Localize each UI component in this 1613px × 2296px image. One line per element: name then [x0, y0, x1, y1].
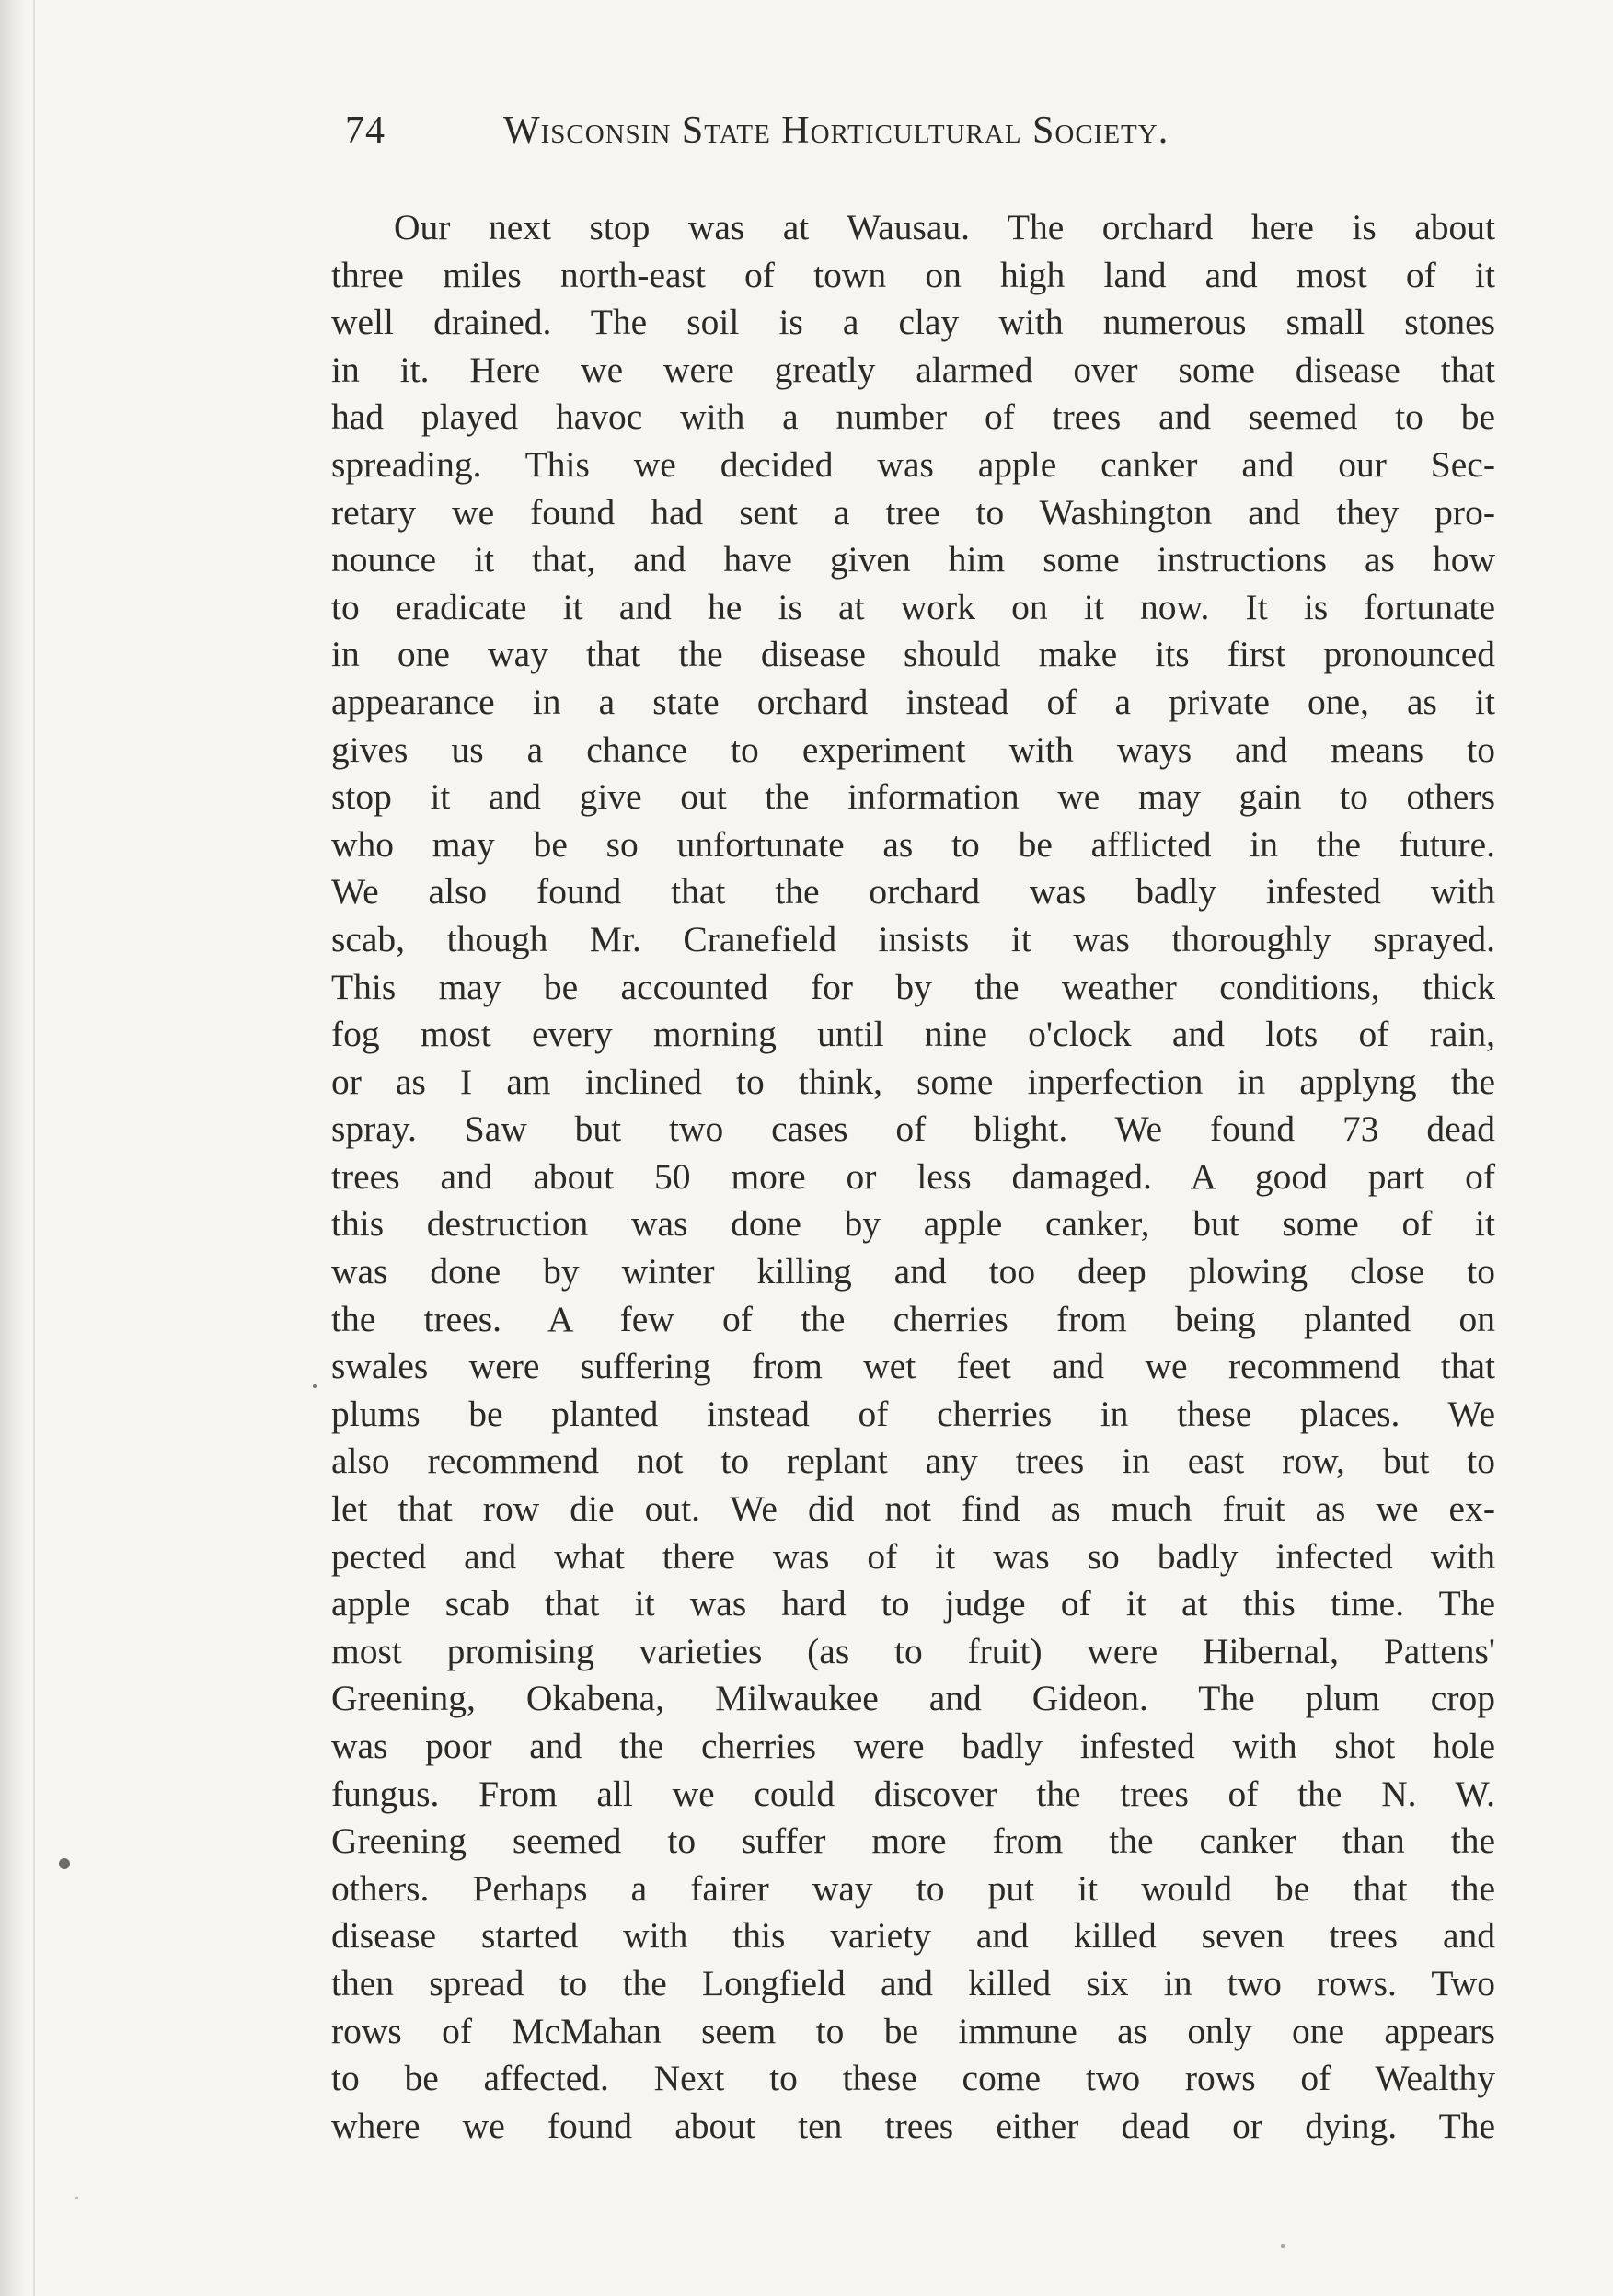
- body-text: [331, 204, 1495, 2150]
- text-line: stop it and give out the information we may gain to others: [331, 776, 1495, 818]
- text-line: in it. Here we were greatly alarmed over some disease that: [331, 349, 1495, 390]
- text-line: or as I am inclined to think, some inperfection in applyng the: [331, 1061, 1495, 1102]
- text-line: retary we found had sent a tree to Washington and they pro-: [331, 491, 1495, 533]
- text-line: Our next stop was at Wausau. The orchard here is about: [394, 207, 1495, 247]
- text-line: had played havoc with a number of trees and seemed to be: [331, 396, 1495, 438]
- text-line: most promising varieties (as to fruit) were Hibernal, Pattens': [331, 1630, 1495, 1671]
- text-line: was poor and the cherries were badly infested with shot hole: [331, 1726, 1495, 1766]
- running-head: [345, 109, 1357, 164]
- journal-title: Wisconsin State Horticultural Society.: [503, 109, 1169, 152]
- page-edge-line: [33, 0, 35, 2296]
- text-line: others. Perhaps a fairer way to put it would be that the: [331, 1867, 1495, 1909]
- text-line: the trees. A few of the cherries from being planted on: [331, 1298, 1495, 1339]
- text-line: pected and what there was of it was so badly infected with: [331, 1535, 1495, 1577]
- text-line: fungus. From all we could discover the trees of the N. W.: [331, 1773, 1495, 1814]
- text-line: apple scab that it was hard to judge of it at this time. The: [331, 1583, 1495, 1624]
- text-line: spreading. This we decided was apple canker and our Sec-: [331, 443, 1495, 485]
- text-line: This may be accounted for by the weather conditions, thick: [331, 966, 1495, 1007]
- text-line: three miles north-east of town on high land and most of it: [331, 254, 1495, 295]
- text-line: swales were suffering from wet feet and we recommend that: [331, 1346, 1495, 1387]
- text-line: let that row die out. We did not find as much fruit as we ex-: [331, 1488, 1495, 1530]
- text-line: to eradicate it and he is at work on it now. It is fortunate: [331, 586, 1495, 627]
- text-line: scab, though Mr. Cranefield insists it was thoroughly sprayed.: [331, 918, 1495, 959]
- text-line: Greening, Okabena, Milwaukee and Gideon. The plum crop: [331, 1678, 1495, 1719]
- text-line: in one way that the disease should make its first pronounced: [331, 634, 1495, 675]
- text-line: fog most every morning until nine o'clock and lots of rain,: [331, 1014, 1495, 1055]
- text-line: then spread to the Longfield and killed six in two rows. Two: [331, 1962, 1495, 2003]
- text-line: plums be planted instead of cherries in these places. We: [331, 1393, 1495, 1434]
- text-line: to be affected. Next to these come two rows of Wealthy: [331, 2058, 1495, 2099]
- text-line: disease started with this variety and killed seven trees and: [331, 1915, 1495, 1957]
- page-number: 74: [345, 109, 386, 152]
- text-line: who may be so unfortunate as to be afflicted in the future.: [331, 823, 1495, 865]
- text-line: where we found about ten trees either dead or dying. The: [331, 2105, 1495, 2146]
- text-line: also recommend not to replant any trees in east row, but to: [331, 1441, 1495, 1482]
- text-line: rows of McMahan seem to be immune as only one appears: [331, 2010, 1495, 2051]
- paper-speck: [1281, 2244, 1285, 2248]
- text-line: nounce it that, and have given him some instructions as how: [331, 539, 1495, 580]
- page-edge-shadow: [0, 0, 26, 2296]
- text-line: was done by winter killing and too deep plowing close to: [331, 1251, 1495, 1292]
- text-line: gives us a chance to experiment with ways and means to: [331, 729, 1495, 770]
- text-line: We also found that the orchard was badly infested with: [331, 871, 1495, 913]
- paper-speck: [75, 2197, 78, 2199]
- text-line: Greening seemed to suffer more from the canker than the: [331, 1820, 1495, 1862]
- text-line: spray. Saw but two cases of blight. We found 73 dead: [331, 1108, 1495, 1150]
- paper-speck: [59, 1858, 70, 1869]
- text-line: well drained. The soil is a clay with numerous small stones: [331, 302, 1495, 343]
- text-line: trees and about 50 more or less damaged. A good part of: [331, 1155, 1495, 1197]
- paper-speck: [313, 1384, 317, 1388]
- text-line: appearance in a state orchard instead of a private one, as it: [331, 681, 1495, 722]
- text-line: this destruction was done by apple canker, but some of it: [331, 1203, 1495, 1245]
